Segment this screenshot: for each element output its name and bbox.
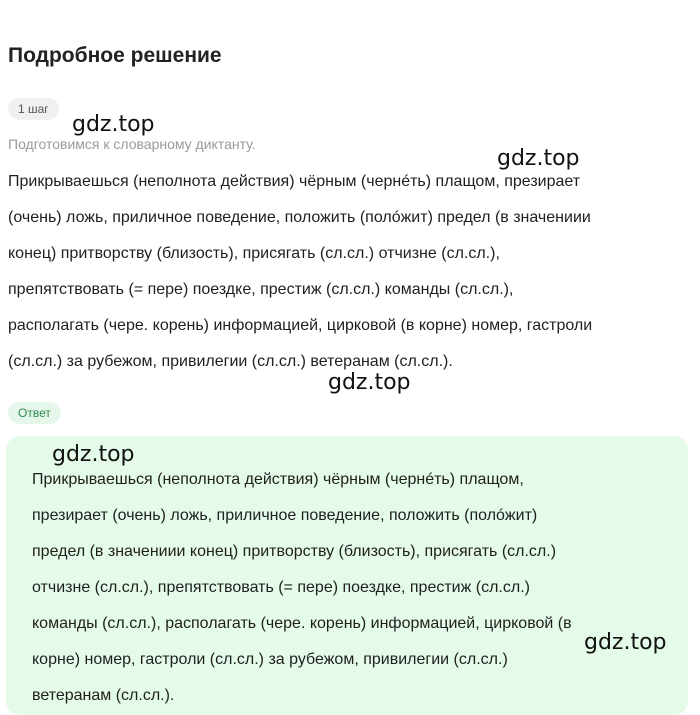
answer-line: команды (сл.сл.), располагать (чере. корень) информацией, цирковой (в [32, 615, 572, 632]
answer-line: презирает (очень) ложь, приличное поведение, положить (полóжит) [32, 507, 538, 524]
solution-line: располагать (чере. корень) информацией, цирковой (в корне) номер, гастроли [8, 317, 593, 334]
page-title: Подробное решение [8, 44, 222, 67]
watermark: gdz.top [584, 630, 667, 655]
answer-line: предел (в значениии конец) притворству (близость), присягать (сл.сл.) [32, 543, 557, 560]
watermark: gdz.top [52, 442, 135, 467]
solution-text [8, 164, 692, 380]
solution-line: препятствовать (= пере) поездке, престиж (сл.сл.) команды (сл.сл.), [8, 281, 514, 298]
answer-line: отчизне (сл.сл.), препятствовать (= пере) поездке, престиж (сл.сл.) [32, 579, 530, 596]
answer-badge: Ответ [8, 402, 61, 424]
answer-text [32, 462, 657, 714]
watermark: gdz.top [497, 146, 580, 171]
solution-line: конец) притворству (близость), присягать (сл.сл.) отчизне (сл.сл.), [8, 245, 500, 262]
watermark: gdz.top [328, 370, 411, 395]
solution-line: Прикрываешься (неполнота действия) чёрным (чернéть) плащом, презирает [8, 173, 581, 190]
step-badge: 1 шаг [8, 98, 59, 120]
answer-line: Прикрываешься (неполнота действия) чёрным (чернéть) плащом, [32, 471, 524, 488]
step-hint: Подготовимся к словарному диктанту. [8, 136, 256, 152]
answer-line: корне) номер, гастроли (сл.сл.) за рубежом, привилегии (сл.сл.) [32, 651, 508, 668]
solution-line: (сл.сл.) за рубежом, привилегии (сл.сл.) ветеранам (сл.сл.). [8, 353, 453, 370]
solution-line: (очень) ложь, приличное поведение, положить (полóжит) предел (в значениии [8, 209, 591, 226]
watermark: gdz.top [72, 112, 155, 137]
answer-line: ветеранам (сл.сл.). [32, 687, 175, 704]
